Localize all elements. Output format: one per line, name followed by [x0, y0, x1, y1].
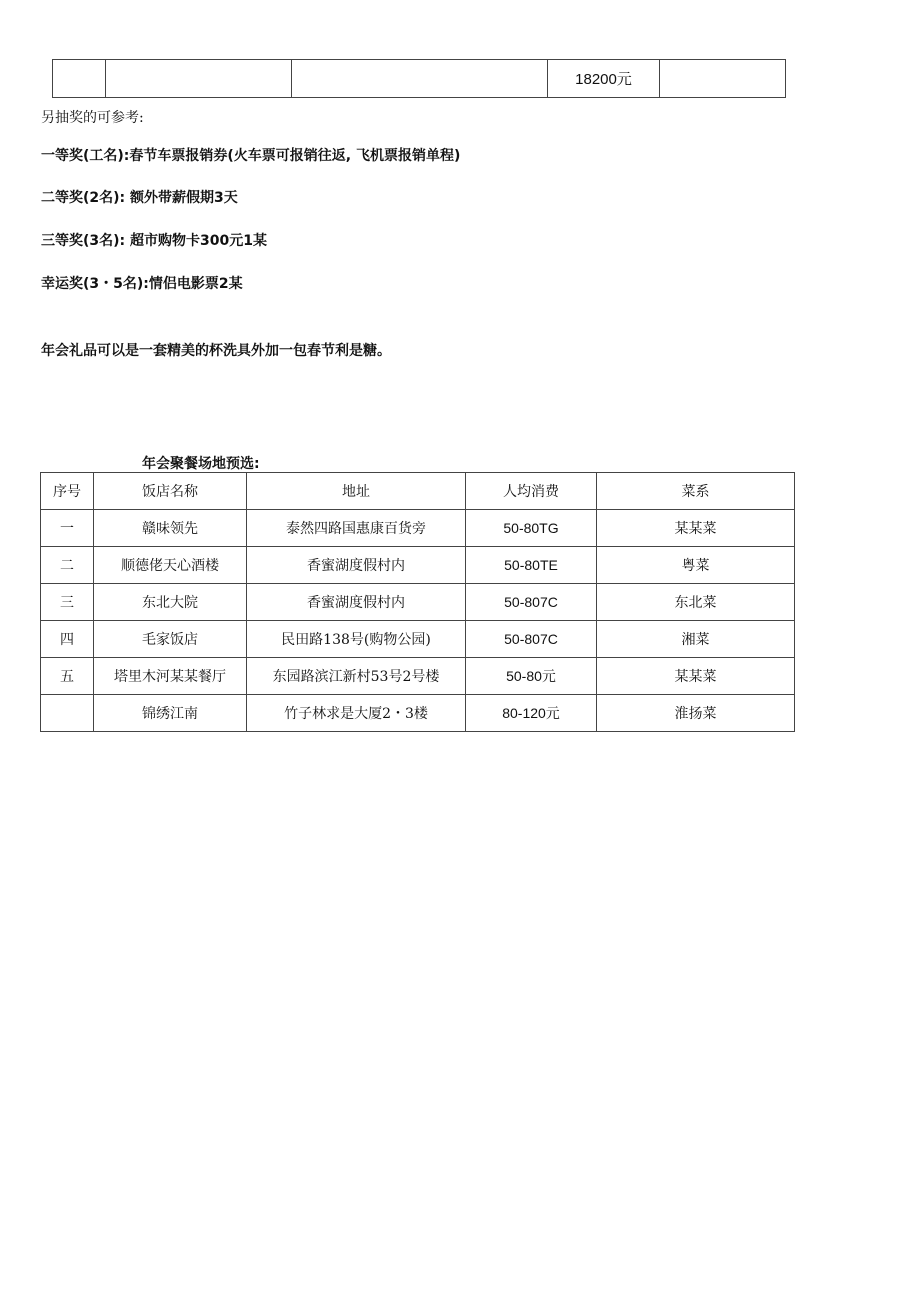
lottery-note: 另抽奖的可参考:	[41, 110, 144, 126]
prize-second: 二等奖(2名): 额外带薪假期3天	[41, 190, 238, 206]
table-header-row	[41, 473, 795, 510]
table-cell: 锦绣江南	[94, 695, 247, 732]
table-cell: 毛家饭店	[94, 621, 247, 658]
table-cell: 二	[41, 547, 94, 584]
table-cell	[660, 60, 786, 98]
table-cell: 东北大院	[94, 584, 247, 621]
table-cell: 五	[41, 658, 94, 695]
header-cell: 序号	[41, 473, 94, 510]
table-row	[41, 695, 795, 732]
prize-third: 三等奖(3名): 超市购物卡300元1某	[41, 233, 267, 249]
table-cell: 粤菜	[597, 547, 795, 584]
amount-cell: 18200元	[548, 60, 660, 98]
table-cell: 东北菜	[597, 584, 795, 621]
header-cell: 饭店名称	[94, 473, 247, 510]
table-cell: 湘菜	[597, 621, 795, 658]
table-cell: 淮扬菜	[597, 695, 795, 732]
table-row	[41, 510, 795, 547]
table-row	[53, 60, 786, 98]
table-cell: 50-807C	[466, 584, 597, 621]
table-cell: 80-120元	[466, 695, 597, 732]
table-cell: 民田路138号(购物公园)	[247, 621, 466, 658]
table-cell	[53, 60, 106, 98]
gift-text: 年会礼品可以是一套精美的杯洗具外加一包春节利是糖。	[41, 343, 391, 359]
table-cell	[106, 60, 292, 98]
table-row	[41, 621, 795, 658]
table-cell: 顺德佬天心酒楼	[94, 547, 247, 584]
table-cell	[41, 695, 94, 732]
header-cell: 人均消费	[466, 473, 597, 510]
table-cell: 东园路滨江新村53号2号楼	[247, 658, 466, 695]
venue-title: 年会聚餐场地预选:	[142, 456, 260, 472]
prize-first: 一等奖(工名):春节车票报销券(火车票可报销往返, 飞机票报销单程)	[41, 148, 461, 164]
header-cell: 地址	[247, 473, 466, 510]
table-cell: 50-80元	[466, 658, 597, 695]
table-cell: 50-80TG	[466, 510, 597, 547]
table-cell: 赣味领先	[94, 510, 247, 547]
table-cell: 一	[41, 510, 94, 547]
table-cell: 塔里木河某某餐厅	[94, 658, 247, 695]
table-cell: 50-80TE	[466, 547, 597, 584]
header-cell: 菜系	[597, 473, 795, 510]
top-table	[52, 59, 786, 98]
table-row	[41, 584, 795, 621]
table-cell: 香蜜湖度假村内	[247, 584, 466, 621]
table-cell: 三	[41, 584, 94, 621]
table-cell: 香蜜湖度假村内	[247, 547, 466, 584]
table-cell	[292, 60, 548, 98]
prize-lucky: 幸运奖(3・5名):情侣电影票2某	[41, 276, 243, 292]
table-cell: 某某菜	[597, 510, 795, 547]
table-cell: 竹子林求是大厦2・3楼	[247, 695, 466, 732]
table-row	[41, 658, 795, 695]
venue-table	[40, 472, 795, 732]
table-cell: 泰然四路国惠康百货旁	[247, 510, 466, 547]
table-cell: 四	[41, 621, 94, 658]
table-cell: 50-807C	[466, 621, 597, 658]
table-cell: 某某菜	[597, 658, 795, 695]
table-row	[41, 547, 795, 584]
